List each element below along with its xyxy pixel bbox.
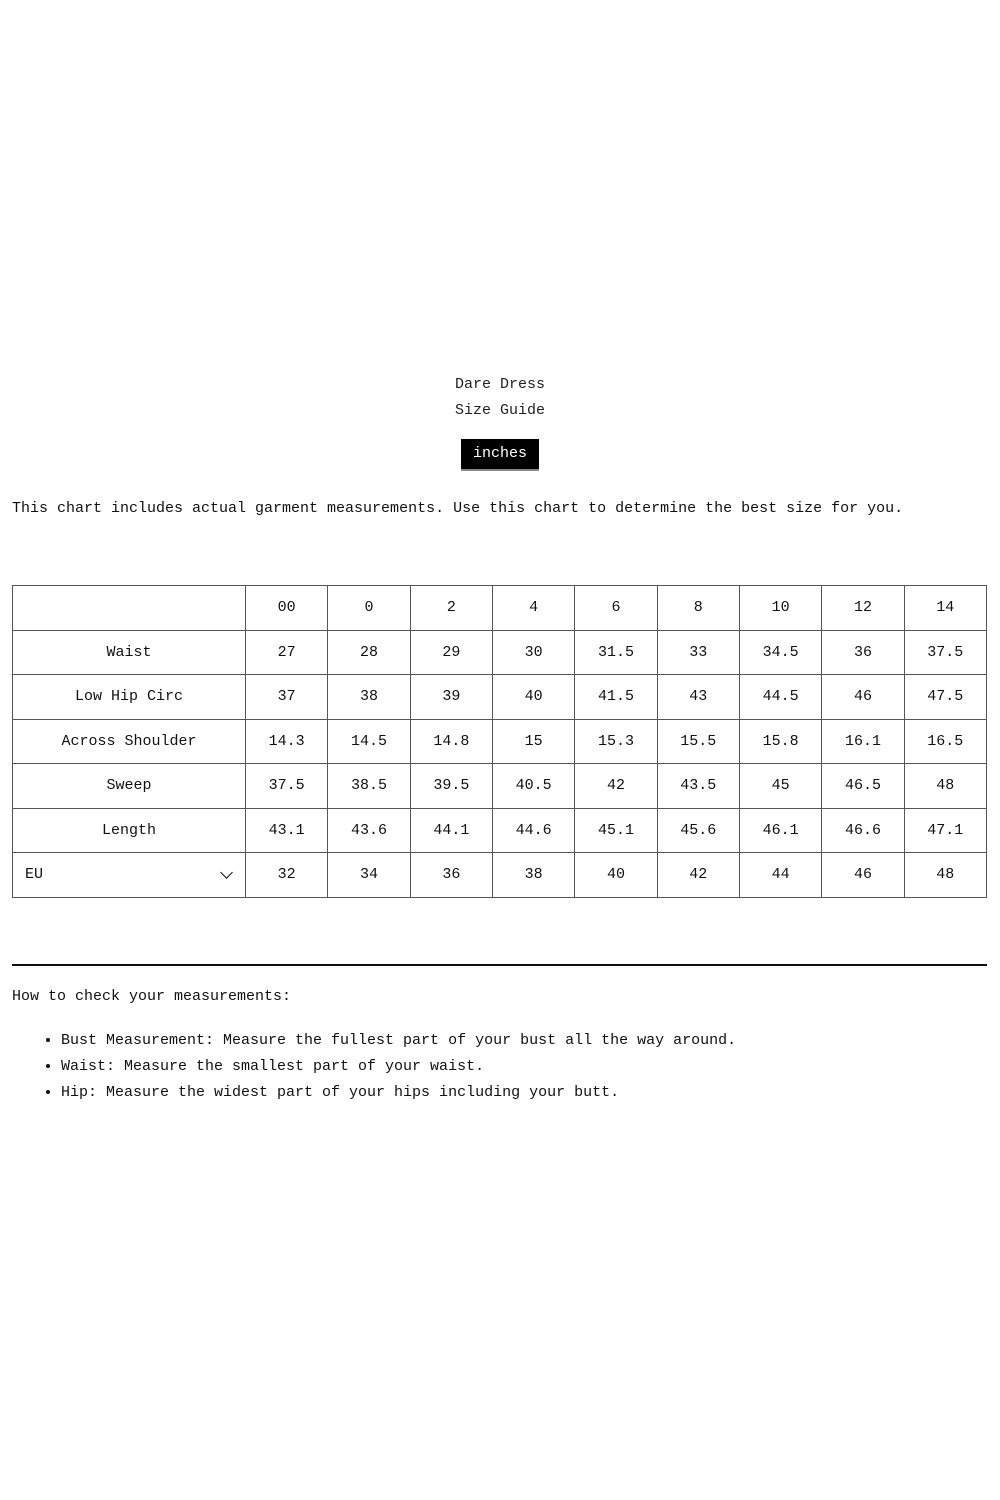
size-header-cell: 10 bbox=[739, 586, 821, 631]
region-selected-value: EU bbox=[25, 866, 44, 884]
table-cell: 15.3 bbox=[575, 719, 657, 764]
size-header-cell: 00 bbox=[246, 586, 328, 631]
product-name: Dare Dress bbox=[454, 376, 545, 393]
table-cell: 39 bbox=[410, 675, 492, 720]
section-divider bbox=[12, 964, 987, 966]
table-cell: 14.5 bbox=[328, 719, 410, 764]
table-cell: 43.6 bbox=[328, 808, 410, 853]
table-cell: 47.1 bbox=[904, 808, 986, 853]
table-cell: 33 bbox=[657, 630, 739, 675]
measurement-tips-list bbox=[12, 1028, 736, 1106]
size-header-cell: 6 bbox=[575, 586, 657, 631]
table-cell: 15.8 bbox=[739, 719, 821, 764]
region-select[interactable] bbox=[25, 853, 233, 897]
table-cell: 40.5 bbox=[492, 764, 574, 809]
table-cell: 16.5 bbox=[904, 719, 986, 764]
table-cell: 36 bbox=[410, 853, 492, 898]
row-label: Sweep bbox=[13, 764, 246, 809]
table-cell: 45.6 bbox=[657, 808, 739, 853]
table-cell: 15 bbox=[492, 719, 574, 764]
table-row bbox=[13, 675, 987, 720]
table-cell: 15.5 bbox=[657, 719, 739, 764]
table-cell: 28 bbox=[328, 630, 410, 675]
table-cell: 46.6 bbox=[822, 808, 904, 853]
table-cell: 46 bbox=[822, 675, 904, 720]
table-cell: 29 bbox=[410, 630, 492, 675]
measurements-title: How to check your measurements: bbox=[12, 988, 292, 1005]
header-empty-cell bbox=[13, 586, 246, 631]
table-cell: 48 bbox=[904, 853, 986, 898]
row-label: Across Shoulder bbox=[13, 719, 246, 764]
table-cell: 14.3 bbox=[246, 719, 328, 764]
table-cell: 36 bbox=[822, 630, 904, 675]
table-cell: 38.5 bbox=[328, 764, 410, 809]
table-cell: 37 bbox=[246, 675, 328, 720]
table-cell: 43.5 bbox=[657, 764, 739, 809]
table-row bbox=[13, 808, 987, 853]
table-cell: 46.5 bbox=[822, 764, 904, 809]
row-label: Low Hip Circ bbox=[13, 675, 246, 720]
table-cell: 42 bbox=[575, 764, 657, 809]
size-header-cell: 4 bbox=[492, 586, 574, 631]
table-cell: 38 bbox=[492, 853, 574, 898]
table-cell: 46.1 bbox=[739, 808, 821, 853]
table-row bbox=[13, 719, 987, 764]
table-cell: 14.8 bbox=[410, 719, 492, 764]
table-cell: 40 bbox=[492, 675, 574, 720]
list-item: • Bust Measurement: Measure the fullest part of your bust all the way around. bbox=[61, 1028, 736, 1054]
row-label: Waist bbox=[13, 630, 246, 675]
list-item: • Waist: Measure the smallest part of your waist. bbox=[61, 1054, 736, 1080]
size-guide-header bbox=[0, 372, 1000, 471]
list-item: • Hip: Measure the widest part of your hips including your butt. bbox=[61, 1080, 736, 1106]
region-select-cell[interactable] bbox=[13, 853, 246, 898]
table-header-row bbox=[13, 586, 987, 631]
table-cell: 43 bbox=[657, 675, 739, 720]
guide-title: Size Guide bbox=[454, 402, 545, 419]
region-row bbox=[13, 853, 987, 898]
size-header-cell: 14 bbox=[904, 586, 986, 631]
table-cell: 32 bbox=[246, 853, 328, 898]
size-table bbox=[12, 585, 987, 898]
table-cell: 34 bbox=[328, 853, 410, 898]
unit-toggle-button[interactable]: inches bbox=[461, 439, 539, 471]
size-header-cell: 0 bbox=[328, 586, 410, 631]
size-header-cell: 12 bbox=[822, 586, 904, 631]
table-cell: 30 bbox=[492, 630, 574, 675]
table-cell: 42 bbox=[657, 853, 739, 898]
size-header-cell: 8 bbox=[657, 586, 739, 631]
table-cell: 44.5 bbox=[739, 675, 821, 720]
table-row bbox=[13, 630, 987, 675]
table-cell: 45 bbox=[739, 764, 821, 809]
chevron-down-icon[interactable] bbox=[220, 866, 233, 879]
table-row bbox=[13, 764, 987, 809]
table-cell: 46 bbox=[822, 853, 904, 898]
table-cell: 45.1 bbox=[575, 808, 657, 853]
table-cell: 44.6 bbox=[492, 808, 574, 853]
table-cell: 44 bbox=[739, 853, 821, 898]
table-cell: 48 bbox=[904, 764, 986, 809]
table-cell: 43.1 bbox=[246, 808, 328, 853]
table-cell: 41.5 bbox=[575, 675, 657, 720]
table-cell: 31.5 bbox=[575, 630, 657, 675]
table-cell: 34.5 bbox=[739, 630, 821, 675]
table-cell: 40 bbox=[575, 853, 657, 898]
table-cell: 16.1 bbox=[822, 719, 904, 764]
table-cell: 37.5 bbox=[904, 630, 986, 675]
table-cell: 44.1 bbox=[410, 808, 492, 853]
size-header-cell: 2 bbox=[410, 586, 492, 631]
table-cell: 39.5 bbox=[410, 764, 492, 809]
table-cell: 27 bbox=[246, 630, 328, 675]
table-cell: 47.5 bbox=[904, 675, 986, 720]
table-cell: 38 bbox=[328, 675, 410, 720]
chart-description: This chart includes actual garment measurements. Use this chart to determine the best size for you. bbox=[12, 500, 904, 517]
row-label: Length bbox=[13, 808, 246, 853]
table-cell: 37.5 bbox=[246, 764, 328, 809]
